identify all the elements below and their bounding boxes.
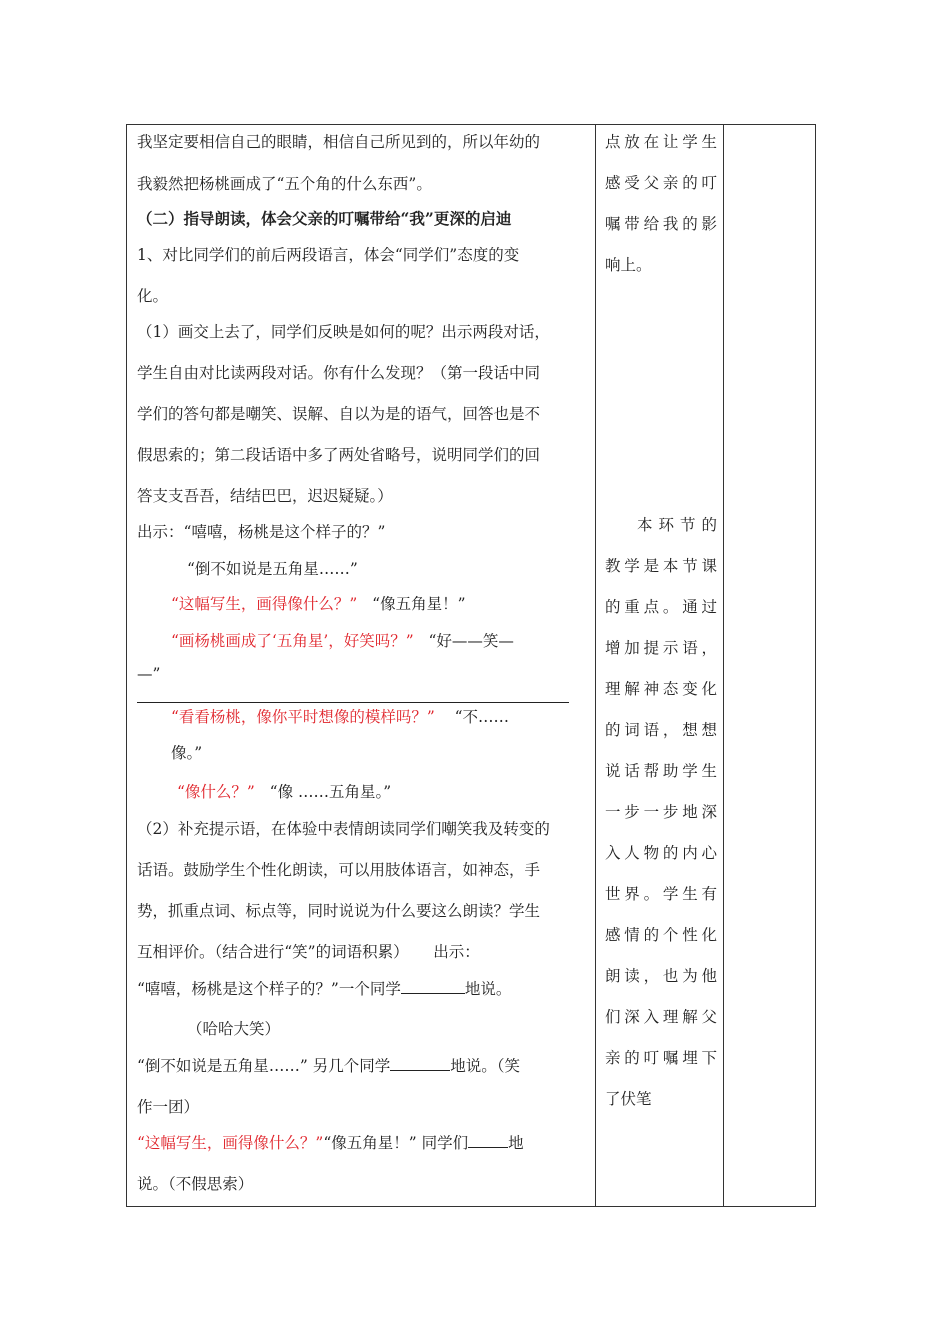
- dialogue-line: [171, 592, 466, 614]
- dialogue-answer: “好——笑—: [428, 632, 514, 650]
- note-line: 朗读，也为他: [605, 967, 717, 985]
- exercise-text: 地: [508, 1134, 524, 1152]
- step-line: 学们的答句都是嘲笑、误解、自以为是的语气，回答也是不: [137, 405, 541, 423]
- note-line: 一步一步地深: [605, 803, 717, 821]
- dialogue-question: “像什么？”: [177, 783, 255, 801]
- note-line: 理解神态变化: [605, 680, 717, 698]
- lesson-plan-table: [126, 124, 816, 1207]
- show-label: 出示：: [433, 943, 480, 961]
- note-line: 本环节的: [637, 516, 717, 534]
- note-line: 的词语，想想: [605, 721, 717, 739]
- column-divider: [723, 125, 724, 1206]
- fill-blank-line: [137, 1131, 524, 1153]
- note-line: 教学是本节课: [605, 557, 717, 575]
- dialogue-answer: “不……: [454, 708, 510, 726]
- dialogue-line: [171, 705, 509, 727]
- fill-blank-line: [137, 977, 511, 999]
- exercise-text: 作一团）: [137, 1098, 200, 1116]
- note-line: 感受父亲的叮: [605, 174, 717, 192]
- show-line: [137, 520, 385, 542]
- dialogue-text: “倒不如说是五角星……”: [187, 560, 358, 578]
- exercise-question: “这幅写生，画得像什么？”: [137, 1134, 324, 1152]
- note-line: 们深入理解父: [605, 1008, 717, 1026]
- fill-blank-line: [137, 1054, 520, 1076]
- step-line: 假思索的；第二段话语中多了两处省略号，说明同学们的回: [137, 446, 541, 464]
- note-line: 响上。: [605, 256, 652, 274]
- step-line: 话语。鼓励学生个性化朗读，可以用肢体语言，如神态，手: [137, 861, 541, 879]
- paragraph-line: 我坚定要相信自己的眼睛，相信自己所见到的，所以年幼的: [137, 133, 541, 151]
- step-line: 1、对比同学们的前后两段语言，体会“同学们”态度的变: [137, 246, 520, 264]
- note-line: 说话帮助学生: [605, 762, 717, 780]
- note-line: 点放在让学生: [605, 133, 717, 151]
- exercise-text: “嘻嘻，杨桃是这个样子的？”一个同学: [137, 980, 401, 998]
- step-line: 化。: [137, 287, 169, 305]
- divider-line: [137, 702, 569, 703]
- exercise-text: 地说。: [464, 980, 512, 998]
- note-line: 了伏笔: [605, 1090, 652, 1108]
- answer-blank[interactable]: [401, 979, 465, 994]
- dialogue-line: [177, 780, 391, 802]
- note-line: 增加提示语，: [605, 639, 717, 657]
- section-heading: （二）指导朗读，体会父亲的叮嘱带给“我”更深的启迪: [137, 209, 512, 228]
- answer-blank[interactable]: [468, 1133, 508, 1148]
- dialogue-question: “看看杨桃，像你平时想像的模样吗？”: [171, 708, 435, 726]
- answer-blank[interactable]: [390, 1056, 450, 1071]
- dialogue-text: “嘻嘻，杨桃是这个样子的？”: [183, 523, 386, 541]
- dialogue-question: “画杨桃画成了‘五角星’，好笑吗？”: [171, 632, 414, 650]
- dialogue-answer: “像五角星！”: [372, 595, 466, 613]
- note-line: 嘱带给我的影: [605, 215, 717, 233]
- exercise-text: “倒不如说是五角星……” 另几个同学: [137, 1057, 391, 1075]
- step-line: 答支支吾吾，结结巴巴，迟迟疑疑。）: [137, 487, 393, 505]
- exercise-hint: （哈哈大笑）: [187, 1020, 281, 1038]
- show-label: 出示：: [137, 523, 184, 541]
- note-line: 入人物的内心: [605, 844, 717, 862]
- column-divider: [595, 125, 596, 1206]
- exercise-text: “像五角星！” 同学们: [323, 1134, 469, 1152]
- dialogue-answer: 像。”: [171, 744, 203, 762]
- paragraph-line: 我毅然把杨桃画成了“五个角的什么东西”。: [137, 175, 432, 193]
- step-line: （1）画交上去了，同学们反映是如何的呢？出示两段对话，: [137, 323, 550, 341]
- note-line: 世界。学生有: [605, 885, 717, 903]
- note-line: 亲的叮嘱埋下: [605, 1049, 717, 1067]
- exercise-text: 说。（不假思索）: [137, 1175, 254, 1193]
- step-line: [137, 940, 480, 962]
- step-line: （2）补充提示语，在体验中表情朗读同学们嘲笑我及转变的: [137, 820, 550, 838]
- step-text: 互相评价。（结合进行“笑”的词语积累）: [137, 943, 409, 961]
- dialogue-question: “这幅写生，画得像什么？”: [171, 595, 358, 613]
- note-line: 感情的个性化: [605, 926, 717, 944]
- step-line: 学生自由对比读两段对话。你有什么发现？（第一段话中同: [137, 364, 541, 382]
- step-line: 势，抓重点词、标点等，同时说说为什么要这么朗读？学生: [137, 902, 541, 920]
- exercise-text: 地说。（笑: [450, 1057, 521, 1075]
- dialogue-answer: “像 ……五角星。”: [269, 783, 392, 801]
- dialogue-answer: —”: [137, 665, 161, 683]
- note-line: 的重点。通过: [605, 598, 717, 616]
- dialogue-line: [171, 629, 514, 651]
